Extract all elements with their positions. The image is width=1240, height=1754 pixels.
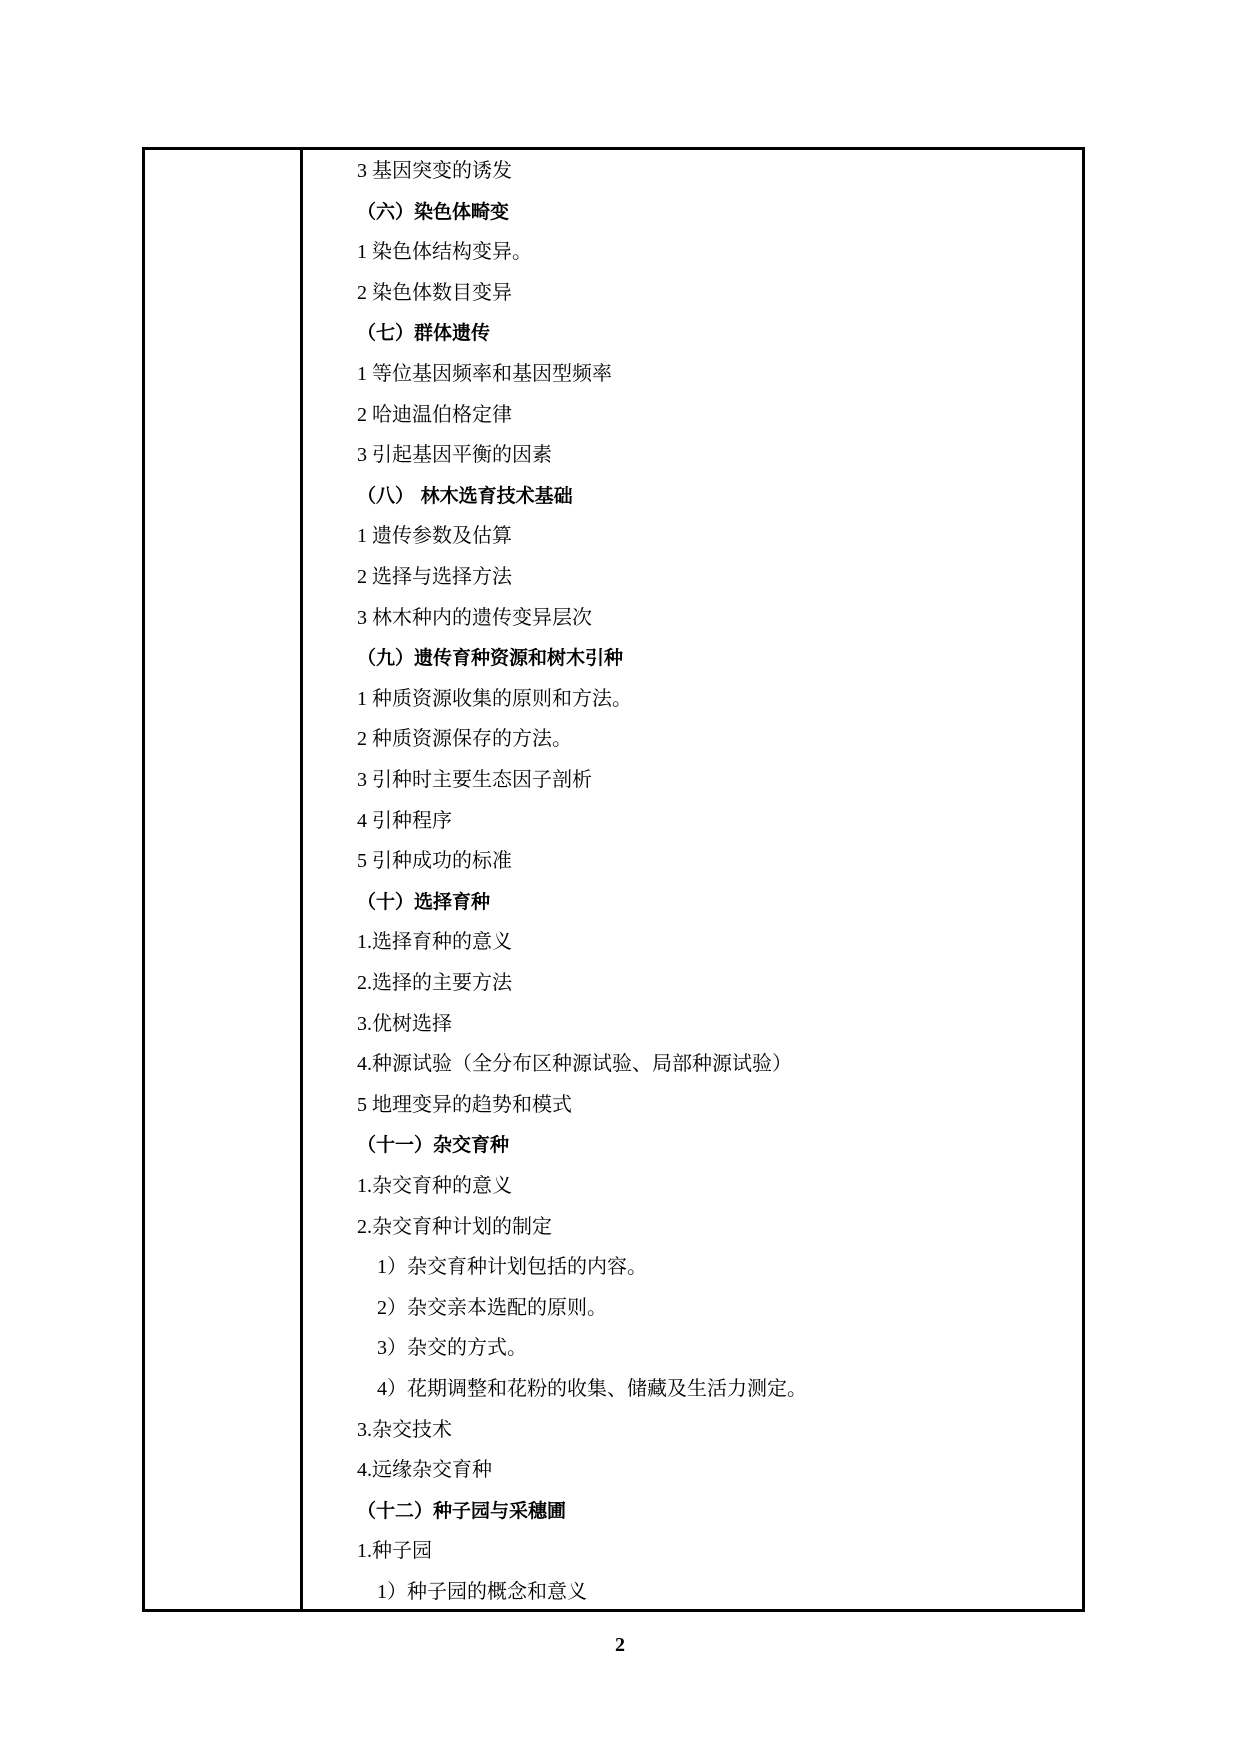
sub-list-item: 3）杂交的方式。 bbox=[377, 1337, 527, 1360]
page-number: 2 bbox=[615, 1634, 625, 1656]
list-item: 3.优树选择 bbox=[357, 1012, 452, 1035]
section-heading: （十二）种子园与采穗圃 bbox=[357, 1499, 567, 1522]
list-item: 3 林木种内的遗传变异层次 bbox=[357, 606, 592, 629]
list-item: 1 染色体结构变异。 bbox=[357, 241, 532, 264]
list-item: 1 等位基因频率和基因型频率 bbox=[357, 363, 612, 385]
list-item: 5 地理变异的趋势和模式 bbox=[357, 1093, 572, 1116]
sub-list-item: 4）花期调整和花粉的收集、储藏及生活力测定。 bbox=[377, 1378, 807, 1400]
list-item: 3 引种时主要生态因子剖析 bbox=[357, 769, 592, 791]
section-heading: （十一）杂交育种 bbox=[357, 1134, 510, 1157]
syllabus-table bbox=[142, 147, 1085, 1612]
list-item: 1.种子园 bbox=[357, 1540, 432, 1563]
section-heading: （九）遗传育种资源和树木引种 bbox=[357, 647, 624, 670]
list-item: 1.杂交育种的意义 bbox=[357, 1175, 512, 1197]
table-left-column bbox=[145, 150, 303, 1609]
list-item: 5 引种成功的标准 bbox=[357, 850, 512, 873]
list-item: 2 染色体数目变异 bbox=[357, 281, 512, 304]
list-item: 4.远缘杂交育种 bbox=[357, 1459, 492, 1482]
section-heading: （八） 林木选育技术基础 bbox=[357, 484, 573, 507]
table-right-column bbox=[303, 150, 1082, 1609]
list-item: 2 选择与选择方法 bbox=[357, 566, 512, 588]
section-heading: （六）染色体畸变 bbox=[357, 200, 510, 223]
sub-list-item: 1）杂交育种计划包括的内容。 bbox=[377, 1256, 647, 1279]
list-item: 2 哈迪温伯格定律 bbox=[357, 403, 512, 426]
list-item: 3 基因突变的诱发 bbox=[357, 160, 512, 182]
list-item: 2 种质资源保存的方法。 bbox=[357, 728, 572, 751]
list-item: 2.杂交育种计划的制定 bbox=[357, 1215, 552, 1238]
section-heading: （七）群体遗传 bbox=[357, 322, 491, 345]
list-item: 3 引起基因平衡的因素 bbox=[357, 444, 552, 467]
sub-list-item: 1）种子园的概念和意义 bbox=[377, 1581, 587, 1603]
list-item: 4.种源试验（全分布区种源试验、局部种源试验） bbox=[357, 1053, 792, 1076]
list-item: 1 种质资源收集的原则和方法。 bbox=[357, 687, 632, 710]
list-item: 1 遗传参数及估算 bbox=[357, 525, 512, 548]
list-item: 1.选择育种的意义 bbox=[357, 931, 512, 954]
section-heading: （十）选择育种 bbox=[357, 890, 491, 913]
list-item: 2.选择的主要方法 bbox=[357, 972, 512, 994]
list-item: 4 引种程序 bbox=[357, 809, 452, 832]
list-item: 3.杂交技术 bbox=[357, 1418, 452, 1441]
sub-list-item: 2）杂交亲本选配的原则。 bbox=[377, 1296, 607, 1319]
